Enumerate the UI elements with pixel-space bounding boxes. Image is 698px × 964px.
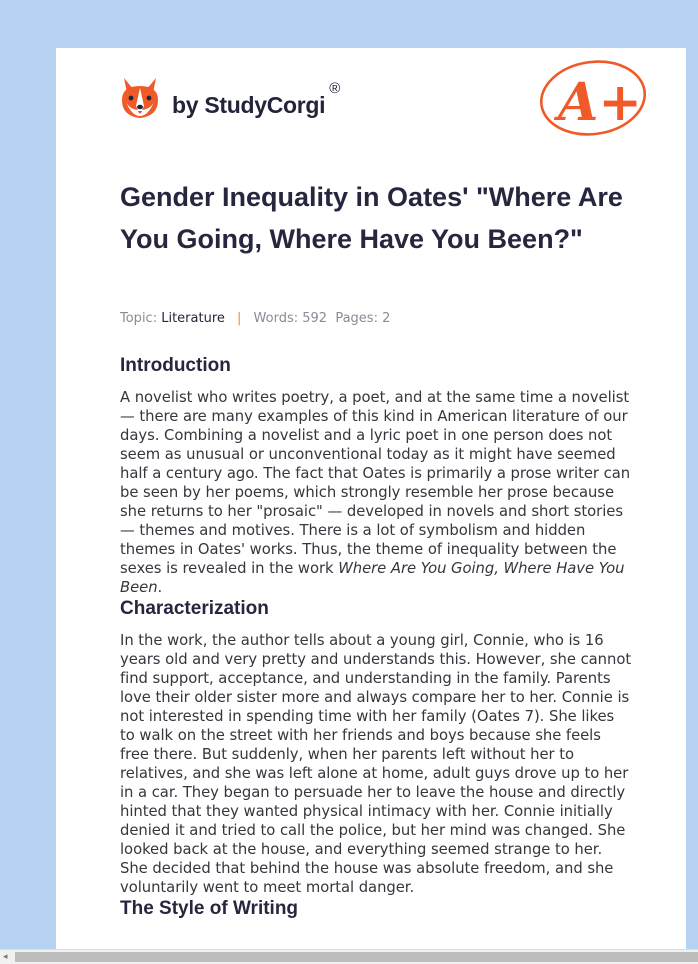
page-count: Pages: 2 [335,311,391,326]
corgi-logo-icon [120,76,160,120]
section-heading-style-of-writing: The Style of Writing [120,898,299,919]
scrollbar-thumb[interactable] [15,952,698,962]
characterization-paragraph: In the work, the author tells about a young girl, Connie, who is 16 years old and very pretty and understands this. However, she cannot find support, acceptance, and understanding in the family. Parents love their older sister more and always compare her to her. Connie is not interested in spending time with her family (Oates 7). She likes to walk on the street with her friends and boys because she feels free there. But suddenly, when her parents left without her to relatives, and she was left alone at home, adult guys drove up to her in a car. They began to persuade her to leave the house and directly hinted that they wanted physical intimacy with her. Connie initially denied it and tried to call the police, but her mind was changed. She looked back at the house, and everything seemed strange to her. She decided that behind the house was absolute freedom, and she voluntarily went to meet mortal danger. [120,632,632,896]
introduction-paragraph [120,388,632,597]
section-heading-characterization: Characterization [120,598,269,619]
section-heading-introduction: Introduction [120,355,231,376]
brand-name: by StudyCorgi [172,91,326,118]
registered-mark: ® [329,79,341,97]
introduction-text: A novelist who writes poetry, a poet, and at the same time a novelist — there are many examples of this kind in American literature of our days. Combining a novelist and a lyric poet in one person does not seem as unusual or unconventional today as it might have seemed half a century ago. The fact that Oates is primarily a prose writer can be seen by her poems, which strongly resemble her prose because she returns to her "prosaic" — developed in novels and short stories — themes and motives. There is a lot of symbolism and hidden themes in Oates' works. Thus, the theme of inequality between the sexes is revealed in the work [120,389,631,577]
essay-title: Gender Inequality in Oates' "Where Are You Going, Where Have You Been?" [120,182,623,254]
essay-body [120,352,632,921]
topic-label: Topic: [120,311,158,326]
studycorgi-logo[interactable] [120,76,340,120]
essay-meta [120,311,390,326]
a-plus-grade-icon [538,58,650,146]
scroll-left-arrow-icon[interactable]: ◂ [3,952,8,962]
meta-separator: | [237,311,242,326]
document-page [56,48,686,950]
work-title-italic: Where Are You Going, Where Have You Been [120,560,625,596]
word-count: Words: 592 [253,311,328,326]
grade-text: A+ [558,72,642,133]
introduction-end: . [157,579,163,596]
horizontal-scrollbar[interactable] [0,949,698,964]
topic-link[interactable]: Literature [161,311,225,326]
